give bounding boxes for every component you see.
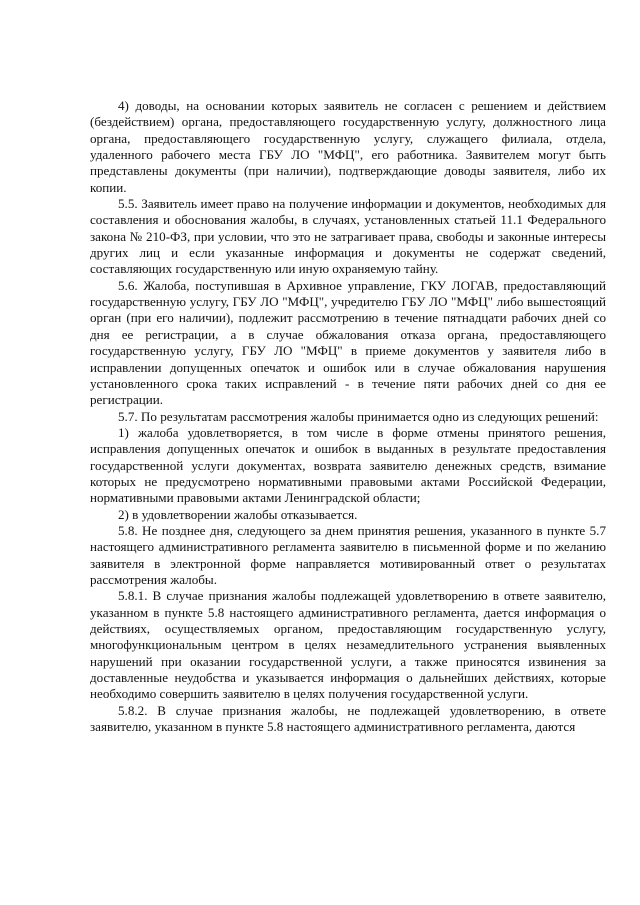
paragraph-5-6: 5.6. Жалоба, поступившая в Архивное управление, ГКУ ЛОГАВ, предоставляющий государственную услугу, ГБУ ЛО "МФЦ", учредителю ГБУ ЛО "МФЦ" либо вышестоящий орган (при его наличии), подлежит рассмотрению в течение пятнадцати рабочих дней со дня ее регистрации, а в случае обжалования отказа органа, предоставляющего государственную услугу, ГБУ ЛО "МФЦ" в приеме документов у заявителя либо в исправлении допущенных опечаток и ошибок или в случае обжалования нарушения установленного срока таких исправлений - в течение пяти рабочих дней со дня ее регистрации. [90, 277, 606, 408]
paragraph-5-5: 5.5. Заявитель имеет право на получение информации и документов, необходимых для составления и обоснования жалобы, в случаях, установленных статьей 11.1 Федерального закона № 210-ФЗ, при условии, что это не затрагивает права, свободы и законные интересы других лиц и если указанные информация и документы не содержат сведений, составляющих государственную или иную охраняемую тайну. [90, 196, 606, 277]
paragraph-5-8: 5.8. Не позднее дня, следующего за днем принятия решения, указанного в пункте 5.7 настоящего административного регламента заявителю в письменной форме и по желанию заявителя в электронной форме направляется мотивированный ответ о результатах рассмотрения жалобы. [90, 522, 606, 587]
paragraph-5-7: 5.7. По результатам рассмотрения жалобы принимается одно из следующих решений: [118, 408, 599, 424]
paragraph-5-8-1: 5.8.1. В случае признания жалобы подлежащей удовлетворению в ответе заявителю, указанном в пункте 5.8 настоящего административного регламента, дается информация о действиях, осуществляемых органом, предоставляющим государственную услугу, многофункциональным центром в целях незамедлительного устранения выявленных нарушений при оказании государственной услуги, а также приносятся извинения за доставленные неудобства и указывается информация о дальнейших действиях, которые необходимо совершить заявителю в целях получения государственной услуги. [90, 588, 606, 702]
paragraph-5-8-2: 5.8.2. В случае признания жалобы, не подлежащей удовлетворению, в ответе заявителю, указанном в пункте 5.8 настоящего административного регламента, даются [90, 702, 606, 735]
paragraph-item-4-arguments: 4) доводы, на основании которых заявитель не согласен с решением и действием (бездействием) органа, предоставляющего государственную услугу, должностного лица органа, предоставляющего государственную услугу, служащего филиала, отдела, удаленного рабочего места ГБУ ЛО "МФЦ", его работника. Заявителем могут быть представлены документы (при наличии), подтверждающие доводы заявителя, либо их копии. [90, 98, 606, 195]
paragraph-5-7-item-1: 1) жалоба удовлетворяется, в том числе в форме отмены принятого решения, исправления допущенных опечаток и ошибок в выданных в результате предоставления государственной услуги документах, возврата заявителю денежных средств, взимание которых не предусмотрено нормативными правовыми актами Российской Федерации, нормативными правовыми актами Ленинградской области; [90, 424, 606, 506]
paragraph-5-7-item-2: 2) в удовлетворении жалобы отказывается. [118, 506, 358, 522]
